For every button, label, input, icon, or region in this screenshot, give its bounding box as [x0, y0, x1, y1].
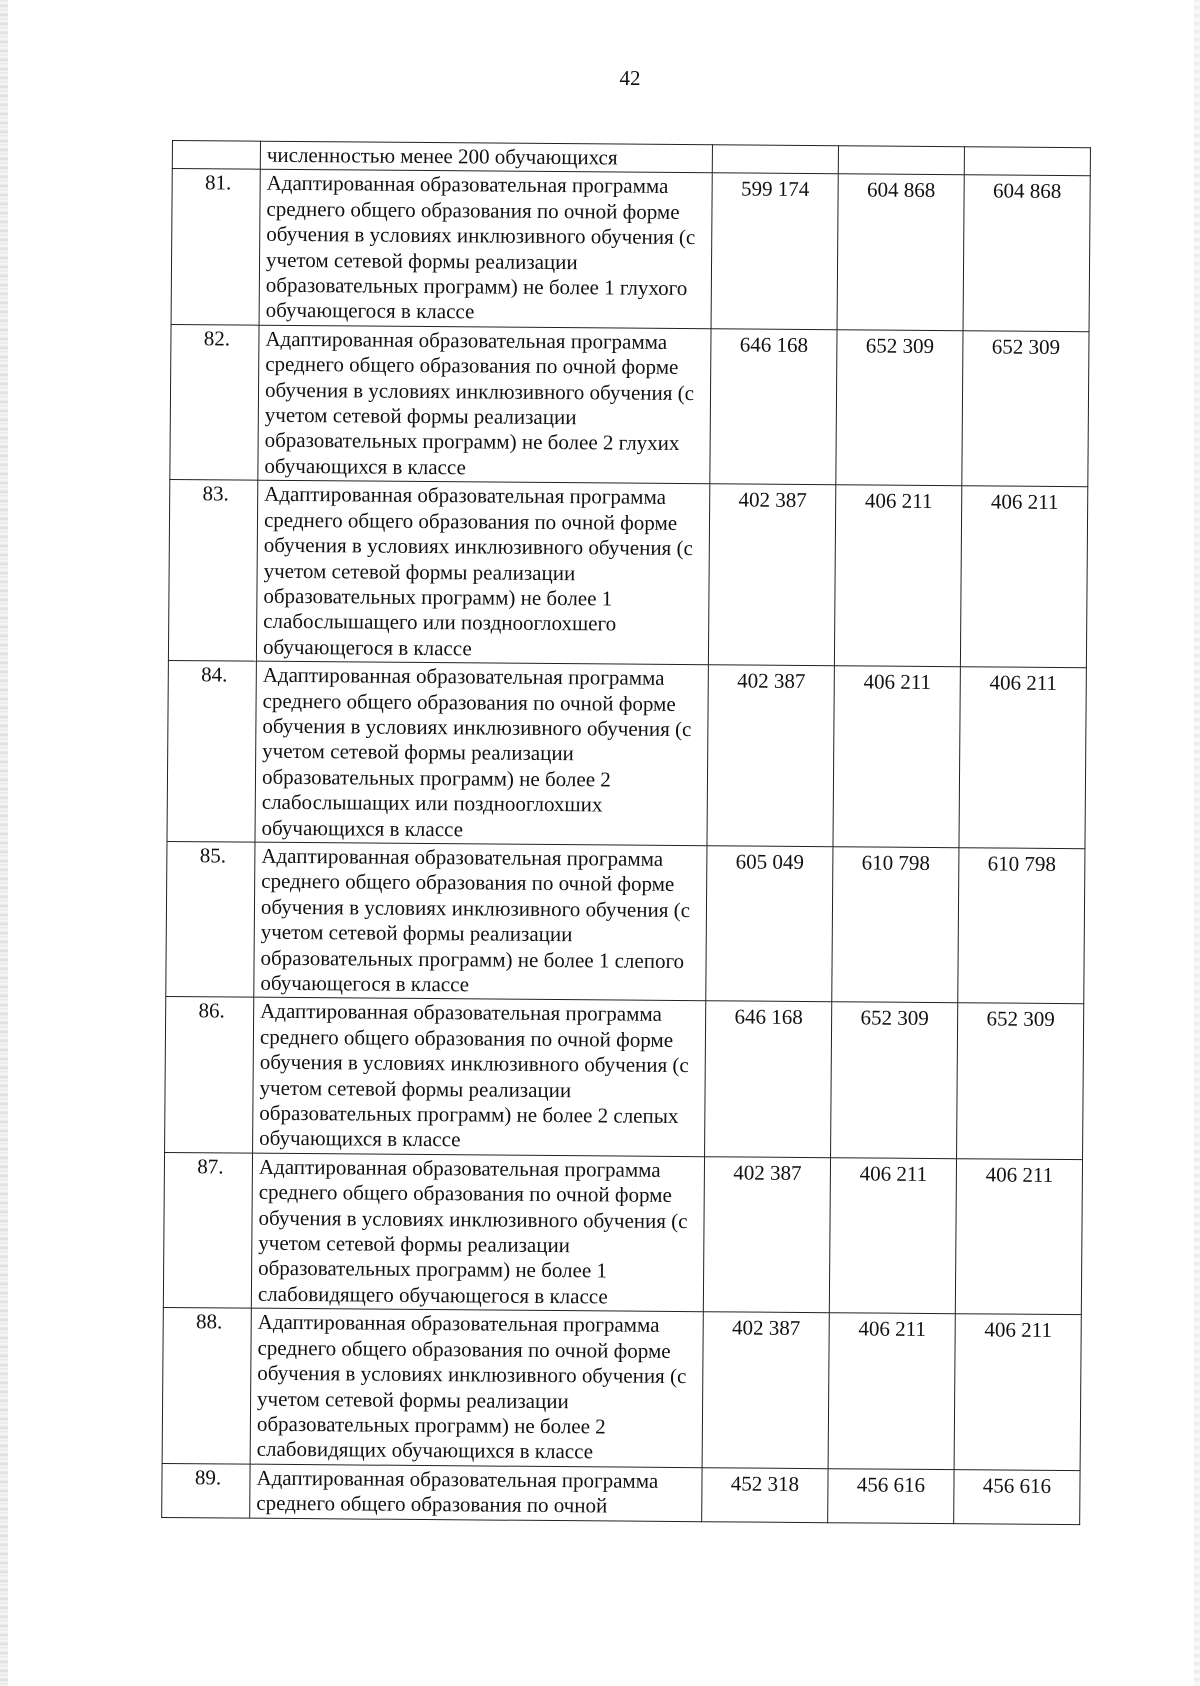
- table-row: [162, 1463, 1080, 1524]
- row-number: [172, 141, 260, 170]
- program-description: Адаптированная образовательная программа среднего общего образования по очной форме обучения в условиях инклюзивного обучения (с учетом сетевой формы реализации образовательных программ) не более 1 глухого обучающегося в классе: [259, 170, 712, 329]
- program-description: Адаптированная образовательная программа среднего общего образования по очной форме обучения в условиях инклюзивного обучения (с учетом сетевой формы реализации образовательных программ) не более 2 глухих обучающихся в классе: [258, 325, 711, 484]
- tariff-table: [161, 140, 1091, 1525]
- table-row: [167, 661, 1086, 849]
- value-year-3: 652 309: [962, 331, 1089, 487]
- value-year-1: [712, 145, 838, 174]
- table-row: [166, 841, 1085, 1004]
- value-year-3: 406 211: [960, 486, 1087, 668]
- table-row: [168, 480, 1087, 668]
- row-number: 86.: [165, 997, 254, 1153]
- row-number: 85.: [166, 841, 255, 997]
- row-number: 88.: [162, 1308, 251, 1464]
- table-row: [162, 1308, 1081, 1471]
- program-description: численностью менее 200 обучающихся: [260, 141, 712, 173]
- table-row: [170, 324, 1089, 487]
- value-year-3: 406 211: [955, 1159, 1082, 1315]
- program-description: Адаптированная образовательная программа среднего общего образования по очной форме обучения в условиях инклюзивного обучения (с учетом сетевой формы реализации образовательных программ) не более 2 слабослышащих или позднооглохших обучающихся в классе: [255, 661, 708, 845]
- value-year-1: 599 174: [711, 173, 838, 329]
- row-number: 89.: [162, 1463, 250, 1518]
- program-description: Адаптированная образовательная программа среднего общего образования по очной форме обучения в условиях инклюзивного обучения (с учетом сетевой формы реализации образовательных программ) не более 1 слабовидящего обучающегося в классе: [251, 1153, 704, 1312]
- value-year-1: 452 318: [702, 1467, 828, 1522]
- value-year-2: 652 309: [836, 330, 963, 486]
- value-year-3: 610 798: [958, 848, 1085, 1004]
- row-number: 81.: [171, 169, 260, 325]
- value-year-2: 610 798: [832, 847, 959, 1003]
- page-number: 42: [619, 66, 641, 90]
- value-year-1: 402 387: [702, 1312, 829, 1468]
- program-description: Адаптированная образовательная программа среднего общего образования по очной форме обучения в условиях инклюзивного обучения (с учетом сетевой формы реализации образовательных программ) не более 2 слепых обучающихся в классе: [253, 998, 706, 1157]
- program-description: Адаптированная образовательная программа среднего общего образования по очной форме обучения в условиях инклюзивного обучения (с учетом сетевой формы реализации образовательных программ) не более 1 слепого обучающегося в классе: [254, 842, 707, 1001]
- value-year-2: 406 211: [833, 666, 960, 848]
- value-year-1: 402 387: [703, 1157, 830, 1313]
- value-year-2: 456 616: [828, 1468, 954, 1523]
- program-description: Адаптированная образовательная программа среднего общего образования по очной форме обучения в условиях инклюзивного обучения (с учетом сетевой формы реализации образовательных программ) не более 2 слабовидящих обучающихся в классе: [250, 1308, 703, 1467]
- row-number: 82.: [170, 324, 259, 480]
- value-year-2: 652 309: [831, 1002, 958, 1158]
- value-year-3: 652 309: [957, 1003, 1084, 1159]
- value-year-3: 406 211: [959, 667, 1086, 849]
- value-year-3: 456 616: [954, 1469, 1080, 1524]
- value-year-2: 406 211: [828, 1313, 955, 1469]
- row-number: 84.: [167, 661, 256, 843]
- scan-edge-left: [0, 0, 8, 1686]
- value-year-1: 402 387: [708, 484, 835, 666]
- table-row: [163, 1152, 1082, 1315]
- row-number: 87.: [163, 1152, 252, 1308]
- value-year-1: 646 168: [705, 1001, 832, 1157]
- value-year-2: 604 868: [837, 174, 964, 330]
- value-year-3: 604 868: [963, 175, 1090, 331]
- value-year-2: 406 211: [834, 485, 961, 667]
- value-year-2: [838, 146, 964, 175]
- program-description: Адаптированная образовательная программа среднего общего образования по очной форме обучения в условиях инклюзивного обучения (с учетом сетевой формы реализации образовательных программ) не более 1 слабослышащего или позднооглохшего обучающегося в классе: [256, 480, 709, 664]
- value-year-2: 406 211: [829, 1158, 956, 1314]
- value-year-3: 406 211: [954, 1314, 1081, 1470]
- scan-edge-right: [1194, 0, 1200, 1686]
- row-number: 83.: [168, 480, 257, 662]
- value-year-1: 605 049: [706, 846, 833, 1002]
- table-row: [165, 997, 1084, 1160]
- table-row: [171, 169, 1090, 332]
- program-description: Адаптированная образовательная программа среднего общего образования по очной: [250, 1464, 702, 1521]
- value-year-1: 646 168: [710, 329, 837, 485]
- value-year-3: [964, 147, 1090, 176]
- value-year-1: 402 387: [707, 665, 834, 847]
